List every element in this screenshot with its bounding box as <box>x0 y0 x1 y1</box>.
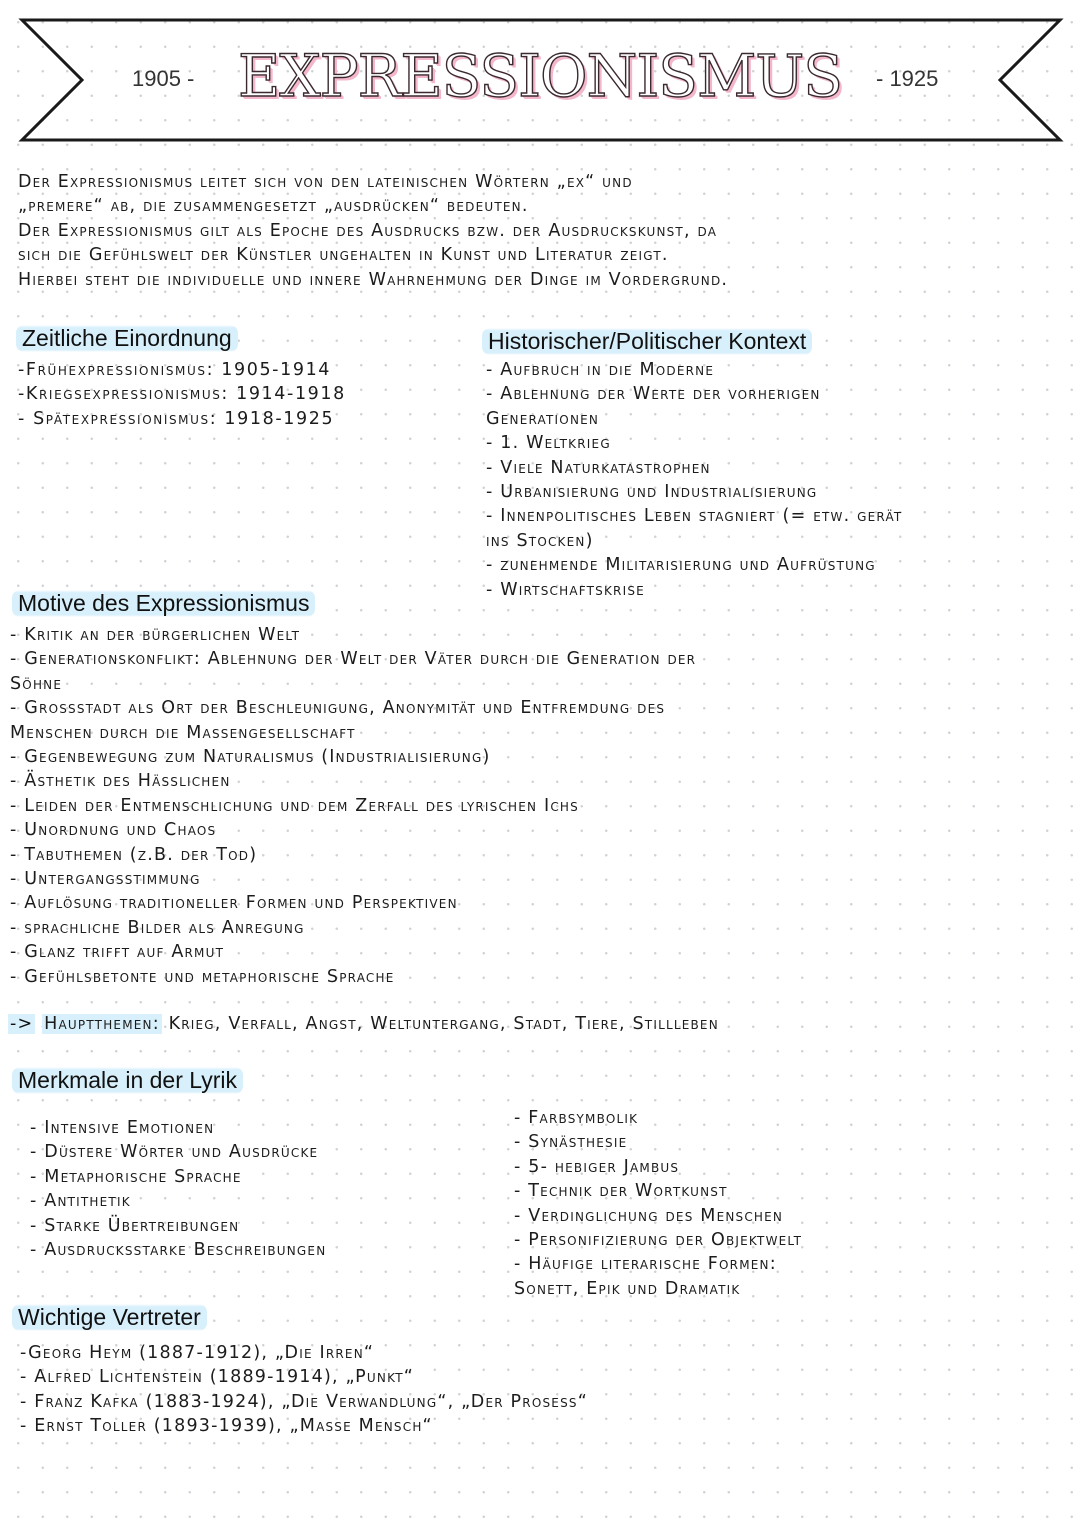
list-item: - Viele Naturkatastrophen <box>486 457 711 478</box>
hauptthemen-line <box>8 1014 719 1034</box>
list-item: - Aufbruch in die Moderne <box>486 360 715 380</box>
list-item: Söhne <box>10 673 63 694</box>
heading-zeitliche-einordnung: Zeitliche Einordnung <box>16 325 238 352</box>
list-item: - Auflösung traditioneller Formen und Perspektiven <box>10 893 458 914</box>
list-item: - sprachliche Bilder als Anregung <box>10 917 305 938</box>
list-lyrik-left <box>30 1116 326 1262</box>
list-item: - Ablehnung der Werte der vorherigen <box>486 384 821 405</box>
list-item: - Farbsymbolik <box>514 1108 639 1128</box>
list-item: - Leiden der Entmenschlichung und dem Zerfall des lyrischen Ichs <box>10 795 579 816</box>
list-item: - Franz Kafka (1883-1924), „Die Verwandlung“, „Der Prosess“ <box>20 1391 588 1412</box>
list-item: - Innenpolitisches Leben stagniert (= etw. gerät <box>486 506 903 527</box>
intro-line: Der Expressionismus leitet sich von den lateinischen Wörtern „ex“ und <box>18 172 633 192</box>
list-lyrik-right <box>514 1106 802 1301</box>
arrow-icon: -> <box>10 1014 34 1034</box>
heading-merkmale-lyrik: Merkmale in der Lyrik <box>12 1067 243 1094</box>
list-item: - Starke Übertreibungen <box>30 1215 240 1236</box>
list-item: - Generationskonflikt: Ablehnung der Welt der Väter durch die Generation der <box>10 649 697 670</box>
intro-paragraph <box>18 170 1068 292</box>
hauptthemen-text: Krieg, Verfall, Angst, Weltuntergang, Stadt, Tiere, Stillleben <box>161 1014 719 1034</box>
list-item: - Ernst Toller (1893-1939), „Masse Mensch“ <box>20 1416 433 1437</box>
list-item: - 5- hebiger Jambus <box>514 1156 680 1177</box>
list-item: Generationen <box>486 408 600 429</box>
list-item: - Alfred Lichtenstein (1889-1914), „Punkt“ <box>20 1367 415 1388</box>
start-year: 1905 - <box>132 66 195 91</box>
list-item: - Gegenbewegung zum Naturalismus (Industrialisierung) <box>10 747 491 768</box>
list-item: - Intensive Emotionen <box>30 1118 215 1138</box>
list-item: -Kriegsexpressionismus: 1914-1918 <box>18 384 346 405</box>
list-item: - Wirtschaftskrise <box>486 579 645 600</box>
list-item: - zunehmende Militarisierung und Aufrüstung <box>486 555 876 576</box>
list-item: - Synästhesie <box>514 1132 628 1153</box>
list-historischer-kontext <box>486 358 902 602</box>
list-item: - Metaphorische Sprache <box>30 1166 242 1187</box>
list-item: - Häufige literarische Formen: <box>514 1254 777 1275</box>
intro-line: „premere“ ab, die zusammengesetzt „ausdrücken“ bedeuten. <box>18 196 529 217</box>
list-item: -Frühexpressionismus: 1905-1914 <box>18 360 332 380</box>
list-item: - Tabuthemen (z.B. der Tod) <box>10 844 258 865</box>
list-item: -Georg Heym (1887-1912), „Die Irren“ <box>20 1343 375 1363</box>
list-motive <box>10 623 696 989</box>
intro-line: Hierbei steht die individuelle und innere Wahrnehmung der Dinge im Vordergrund. <box>18 269 729 290</box>
list-item: - Spätexpressionismus: 1918-1925 <box>18 408 335 429</box>
list-item: - 1. Weltkrieg <box>486 433 611 454</box>
list-item: - Technik der Wortkunst <box>514 1181 728 1202</box>
hauptthemen-label: Hauptthemen: <box>44 1014 160 1034</box>
list-item: - Urbanisierung und Industrialisierung <box>486 482 818 503</box>
heading-wichtige-vertreter: Wichtige Vertreter <box>12 1304 207 1331</box>
heading-historischer-kontext: Historischer/Politischer Kontext <box>482 328 812 355</box>
list-item: - Kritik an der bürgerlichen Welt <box>10 625 301 645</box>
intro-line: sich die Gefühlswelt der Künstler ungehalten in Kunst und Literatur zeigt. <box>18 245 669 266</box>
list-item: Menschen durch die Massengesellschaft <box>10 722 356 743</box>
list-item: - Unordnung und Chaos <box>10 820 217 841</box>
list-zeitliche-einordnung <box>18 358 346 431</box>
list-item: - Ausdrucksstarke Beschreibungen <box>30 1240 327 1261</box>
end-year: - 1925 <box>876 66 939 91</box>
list-item: - Antithetik <box>30 1191 131 1212</box>
list-vertreter <box>20 1341 588 1439</box>
list-item: - Grossstadt als Ort der Beschleunigung, Anonymität und Entfremdung des <box>10 698 666 719</box>
list-item: - Gefühlsbetonte und metaphorische Sprache <box>10 966 395 987</box>
list-item: - Personifizierung der Objektwelt <box>514 1230 803 1251</box>
list-item: Sonett, Epik und Dramatik <box>514 1278 741 1299</box>
list-item: - Untergangsstimmung <box>10 869 201 890</box>
list-item: - Glanz trifft auf Armut <box>10 942 225 963</box>
list-item: - Verdinglichung des Menschen <box>514 1205 784 1226</box>
list-item: ins Stocken) <box>486 530 594 551</box>
heading-motive: Motive des Expressionismus <box>12 590 315 617</box>
list-item: - Düstere Wörter und Ausdrücke <box>30 1142 319 1163</box>
page-title: EXPRESSIONISMUS <box>238 42 842 110</box>
intro-line: Der Expressionismus gilt als Epoche des Ausdrucks bzw. der Ausdruckskunst, da <box>18 220 718 241</box>
list-item: - Ästhetik des Hässlichen <box>10 771 231 792</box>
